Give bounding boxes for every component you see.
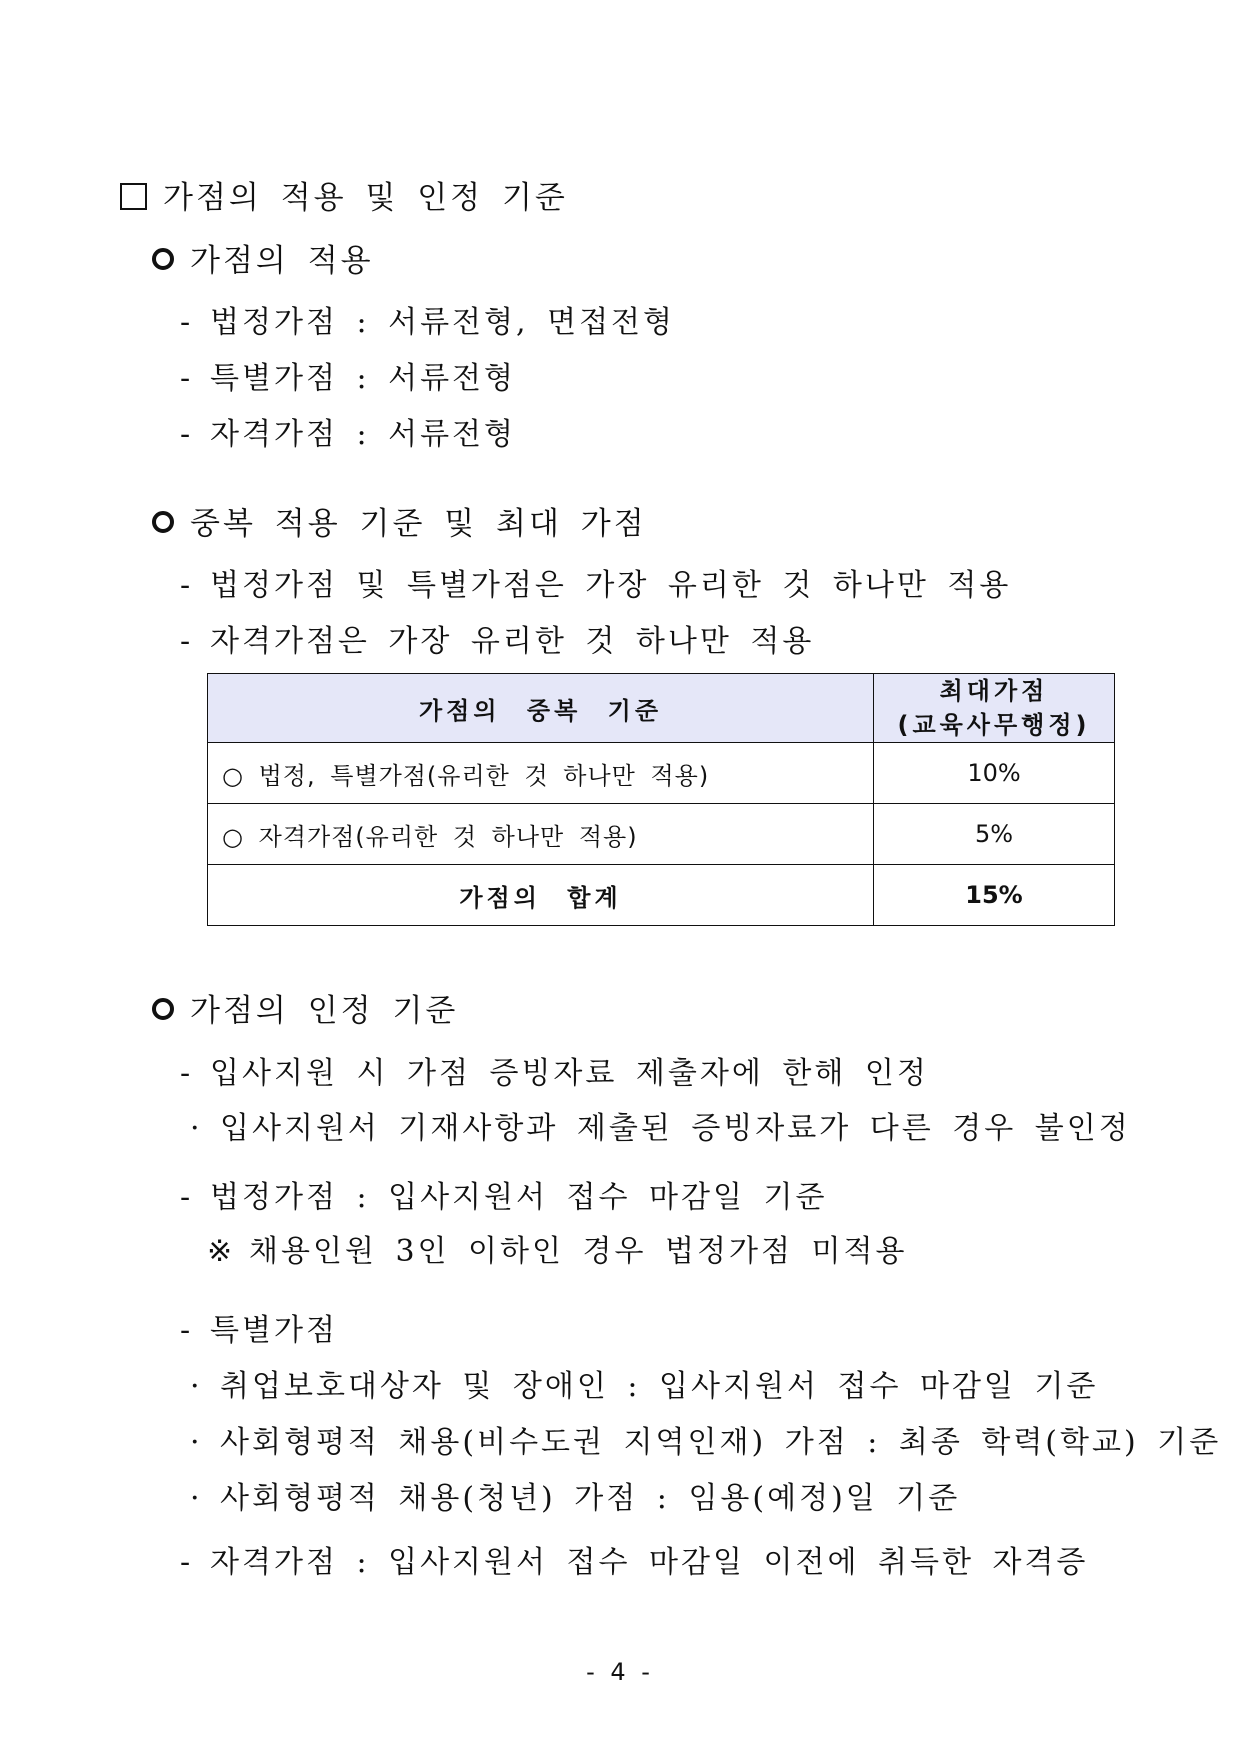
list-item: - 법정가점 : 서류전형, 면접전형 — [180, 305, 676, 340]
checkbox-square-icon — [120, 183, 147, 210]
middle-dot-bullet: · — [190, 1111, 203, 1146]
overlap-table — [207, 673, 1115, 926]
reference-mark: ※ — [207, 1234, 236, 1269]
dash-bullet: - — [180, 1056, 194, 1091]
section-title: 가점의 적용 및 인정 기준 — [120, 172, 568, 217]
sub-list-item: · 사회형평적 채용(비수도권 지역인재) 가점 : 최종 학력(학교) 기준 — [190, 1425, 1222, 1460]
note-line: ※ 채용인원 3인 이하인 경우 법정가점 미적용 — [207, 1234, 908, 1269]
recognition-heading: 가점의 인정 기준 — [152, 985, 458, 1030]
row-criteria: ○ 법정, 특별가점(유리한 것 하나만 적용) — [208, 743, 874, 804]
dash-bullet: - — [180, 417, 194, 452]
list-item: - 법정가점 및 특별가점은 가장 유리한 것 하나만 적용 — [180, 568, 1012, 603]
row-max: 5% — [874, 804, 1115, 865]
overlap-heading: 중복 적용 기준 및 최대 가점 — [152, 498, 647, 543]
list-item: - 법정가점 : 입사지원서 접수 마감일 기준 — [180, 1180, 828, 1215]
circle-bullet-icon — [152, 511, 174, 533]
table-row — [208, 804, 1115, 865]
row-criteria: ○ 자격가점(유리한 것 하나만 적용) — [208, 804, 874, 865]
row-max: 10% — [874, 743, 1115, 804]
header-max: 최대가점 (교육사무행정) — [874, 674, 1115, 743]
table-row — [208, 743, 1115, 804]
list-item: - 자격가점은 가장 유리한 것 하나만 적용 — [180, 624, 815, 659]
total-label: 가점의 합계 — [208, 865, 874, 926]
sub-list-item: · 입사지원서 기재사항과 제출된 증빙자료가 다른 경우 불인정 — [190, 1111, 1131, 1146]
sub-list-item: · 취업보호대상자 및 장애인 : 입사지원서 접수 마감일 기준 — [190, 1369, 1099, 1404]
sub-list-item: · 사회형평적 채용(청년) 가점 : 임용(예정)일 기준 — [190, 1481, 961, 1516]
page-number: - 4 - — [586, 1658, 654, 1686]
table-total-row — [208, 865, 1115, 926]
dash-bullet: - — [180, 305, 194, 340]
list-item: - 특별가점 : 서류전형 — [180, 361, 517, 396]
middle-dot-bullet: · — [190, 1425, 203, 1460]
circle-bullet-icon — [152, 998, 174, 1020]
circle-bullet-icon — [152, 248, 174, 270]
list-item: - 입사지원 시 가점 증빙자료 제출자에 한해 인정 — [180, 1056, 929, 1091]
list-item: - 특별가점 — [180, 1313, 338, 1348]
middle-dot-bullet: · — [190, 1481, 203, 1516]
middle-dot-bullet: · — [190, 1369, 203, 1404]
dash-bullet: - — [180, 361, 194, 396]
list-item: - 자격가점 : 서류전형 — [180, 417, 517, 452]
total-value: 15% — [874, 865, 1115, 926]
header-criteria: 가점의 중복 기준 — [208, 674, 874, 743]
apply-heading: 가점의 적용 — [152, 235, 374, 280]
dash-bullet: - — [180, 1180, 194, 1215]
list-item: - 자격가점 : 입사지원서 접수 마감일 이전에 취득한 자격증 — [180, 1545, 1089, 1580]
dash-bullet: - — [180, 624, 194, 659]
table-header-row — [208, 674, 1115, 743]
dash-bullet: - — [180, 1545, 194, 1580]
dash-bullet: - — [180, 568, 194, 603]
dash-bullet: - — [180, 1313, 194, 1348]
